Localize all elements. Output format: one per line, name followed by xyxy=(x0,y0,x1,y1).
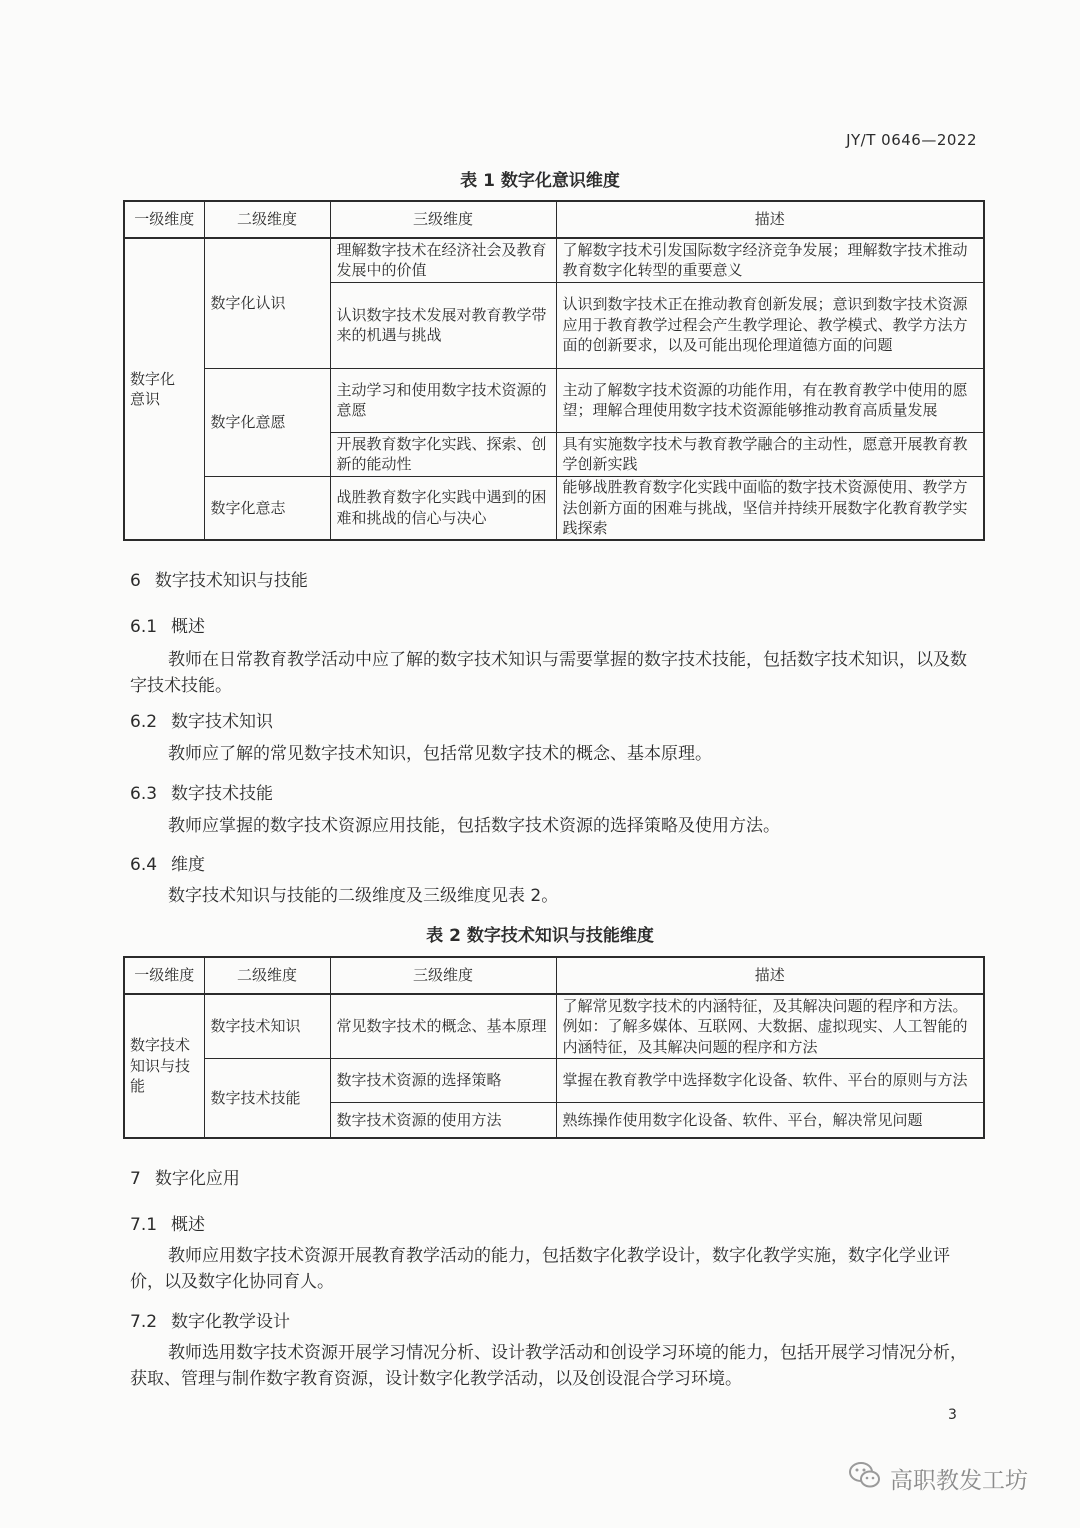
table2-header: 描述 xyxy=(556,957,984,994)
table2-header: 一级维度 xyxy=(124,957,204,994)
table1-desc: 认识到数字技术正在推动教育创新发展；意识到数字技术资源应用于教育教学过程会产生教学理论、教学模式、教学方法方面的创新要求，以及可能出现伦理道德方面的问题 xyxy=(556,282,984,368)
section-number: 7 xyxy=(130,1169,141,1189)
subsection-heading xyxy=(130,707,273,732)
table1-level3: 开展教育数字化实践、探索、创新的能动性 xyxy=(330,432,556,476)
section-title: 数字技术知识与技能 xyxy=(154,571,308,591)
page-number: 3 xyxy=(948,1407,957,1423)
table2-desc: 熟练操作使用数字化设备、软件、平台，解决常见问题 xyxy=(556,1102,984,1138)
table1-header: 一级维度 xyxy=(124,201,204,238)
wechat-icon xyxy=(848,1460,882,1496)
section-title: 数字技术技能 xyxy=(171,784,274,804)
table2-caption: 表 2 数字技术知识与技能维度 xyxy=(426,926,654,946)
watermark xyxy=(848,1460,1028,1496)
table1-level2: 数字化认识 xyxy=(204,238,330,368)
section-number: 6.4 xyxy=(130,855,158,875)
section-number: 6.1 xyxy=(130,617,158,637)
table1-level2: 数字化意愿 xyxy=(204,368,330,476)
table1-caption: 表 1 数字化意识维度 xyxy=(460,171,620,191)
table1-header: 二级维度 xyxy=(204,201,330,238)
subsection-heading xyxy=(130,1210,205,1235)
table2-level3: 数字技术资源的选择策略 xyxy=(330,1058,556,1102)
table2-level2: 数字技术技能 xyxy=(204,1058,330,1138)
table1-desc: 了解数字技术引发国际数字经济竞争发展；理解数字技术推动教育数字化转型的重要意义 xyxy=(556,238,984,282)
table1-level3: 主动学习和使用数字技术资源的意愿 xyxy=(330,368,556,432)
section-number: 6.2 xyxy=(130,712,158,732)
table-row xyxy=(124,994,984,1058)
table1-level3: 认识数字技术发展对教育教学带来的机遇与挑战 xyxy=(330,282,556,368)
table2-level1: 数字技术知识与技能 xyxy=(124,994,204,1138)
section-heading xyxy=(130,1164,240,1189)
table-row xyxy=(124,476,984,540)
table2-level2: 数字技术知识 xyxy=(204,994,330,1058)
paragraph: 教师应了解的常见数字技术知识，包括常见数字技术的概念、基本原理。 xyxy=(168,744,712,764)
table1-level3: 理解数字技术在经济社会及教育发展中的价值 xyxy=(330,238,556,282)
table1-desc: 具有实施数字技术与教育教学融合的主动性，愿意开展教育教学创新实践 xyxy=(556,432,984,476)
table1-level1: 数字化意识 xyxy=(124,238,204,540)
section-title: 数字化教学设计 xyxy=(171,1312,291,1332)
section-number: 6.3 xyxy=(130,784,158,804)
table1 xyxy=(123,200,985,541)
table-row xyxy=(124,368,984,432)
table2-desc: 掌握在教育教学中选择数字化设备、软件、平台的原则与方法 xyxy=(556,1058,984,1102)
subsection-heading xyxy=(130,1307,290,1332)
section-title: 维度 xyxy=(171,855,206,875)
table2-header: 二级维度 xyxy=(204,957,330,994)
paragraph: 教师应掌握的数字技术资源应用技能，包括数字技术资源的选择策略及使用方法。 xyxy=(168,816,780,836)
section-number: 7.1 xyxy=(130,1215,158,1235)
standard-code: JY/T 0646—2022 xyxy=(846,131,977,149)
table1-header: 描述 xyxy=(556,201,984,238)
table1-level3: 战胜教育数字化实践中遇到的困难和挑战的信心与决心 xyxy=(330,476,556,540)
paragraph: 数字技术知识与技能的二级维度及三级维度见表 2。 xyxy=(168,886,559,906)
table1-header: 三级维度 xyxy=(330,201,556,238)
subsection-heading xyxy=(130,612,205,637)
table1-header-row xyxy=(124,201,984,238)
section-title: 数字技术知识 xyxy=(171,712,274,732)
section-title: 概述 xyxy=(171,617,206,637)
table1-desc: 主动了解数字技术资源的功能作用，有在教育教学中使用的愿望；理解合理使用数字技术资源能够推动教育高质量发展 xyxy=(556,368,984,432)
table-row xyxy=(124,238,984,282)
table1-desc: 能够战胜教育数字化实践中面临的数字技术资源使用、教学方法创新方面的困难与挑战，坚信并持续开展数字化教育教学实践探索 xyxy=(556,476,984,540)
table1-level2: 数字化意志 xyxy=(204,476,330,540)
table-row xyxy=(124,1058,984,1102)
table2-header-row xyxy=(124,957,984,994)
subsection-heading xyxy=(130,850,205,875)
paragraph: 教师应用数字技术资源开展教育教学活动的能力，包括数字化教学设计，数字化教学实施，数字化学业评价，以及数字化协同育人。 xyxy=(130,1246,950,1292)
section-title: 数字化应用 xyxy=(154,1169,240,1189)
subsection-heading xyxy=(130,779,273,804)
paragraph: 教师在日常教育教学活动中应了解的数字技术知识与需要掌握的数字技术技能，包括数字技术知识，以及数字技术技能。 xyxy=(130,650,967,696)
table2-desc: 了解常见数字技术的内涵特征，及其解决问题的程序和方法。例如：了解多媒体、互联网、大数据、虚拟现实、人工智能的内涵特征，及其解决问题的程序和方法 xyxy=(556,994,984,1058)
section-number: 7.2 xyxy=(130,1312,158,1332)
paragraph: 教师选用数字技术资源开展学习情况分析、设计教学活动和创设学习环境的能力，包括开展学习情况分析，获取、管理与制作数字教育资源，设计数字化教学活动，以及创设混合学习环境。 xyxy=(130,1343,967,1389)
table2 xyxy=(123,956,985,1139)
table2-header: 三级维度 xyxy=(330,957,556,994)
table2-level3: 常见数字技术的概念、基本原理 xyxy=(330,994,556,1058)
table2-level3: 数字技术资源的使用方法 xyxy=(330,1102,556,1138)
section-heading xyxy=(130,566,308,591)
section-number: 6 xyxy=(130,571,141,591)
watermark-text: 高职教发工坊 xyxy=(890,1467,1028,1494)
section-title: 概述 xyxy=(171,1215,206,1235)
